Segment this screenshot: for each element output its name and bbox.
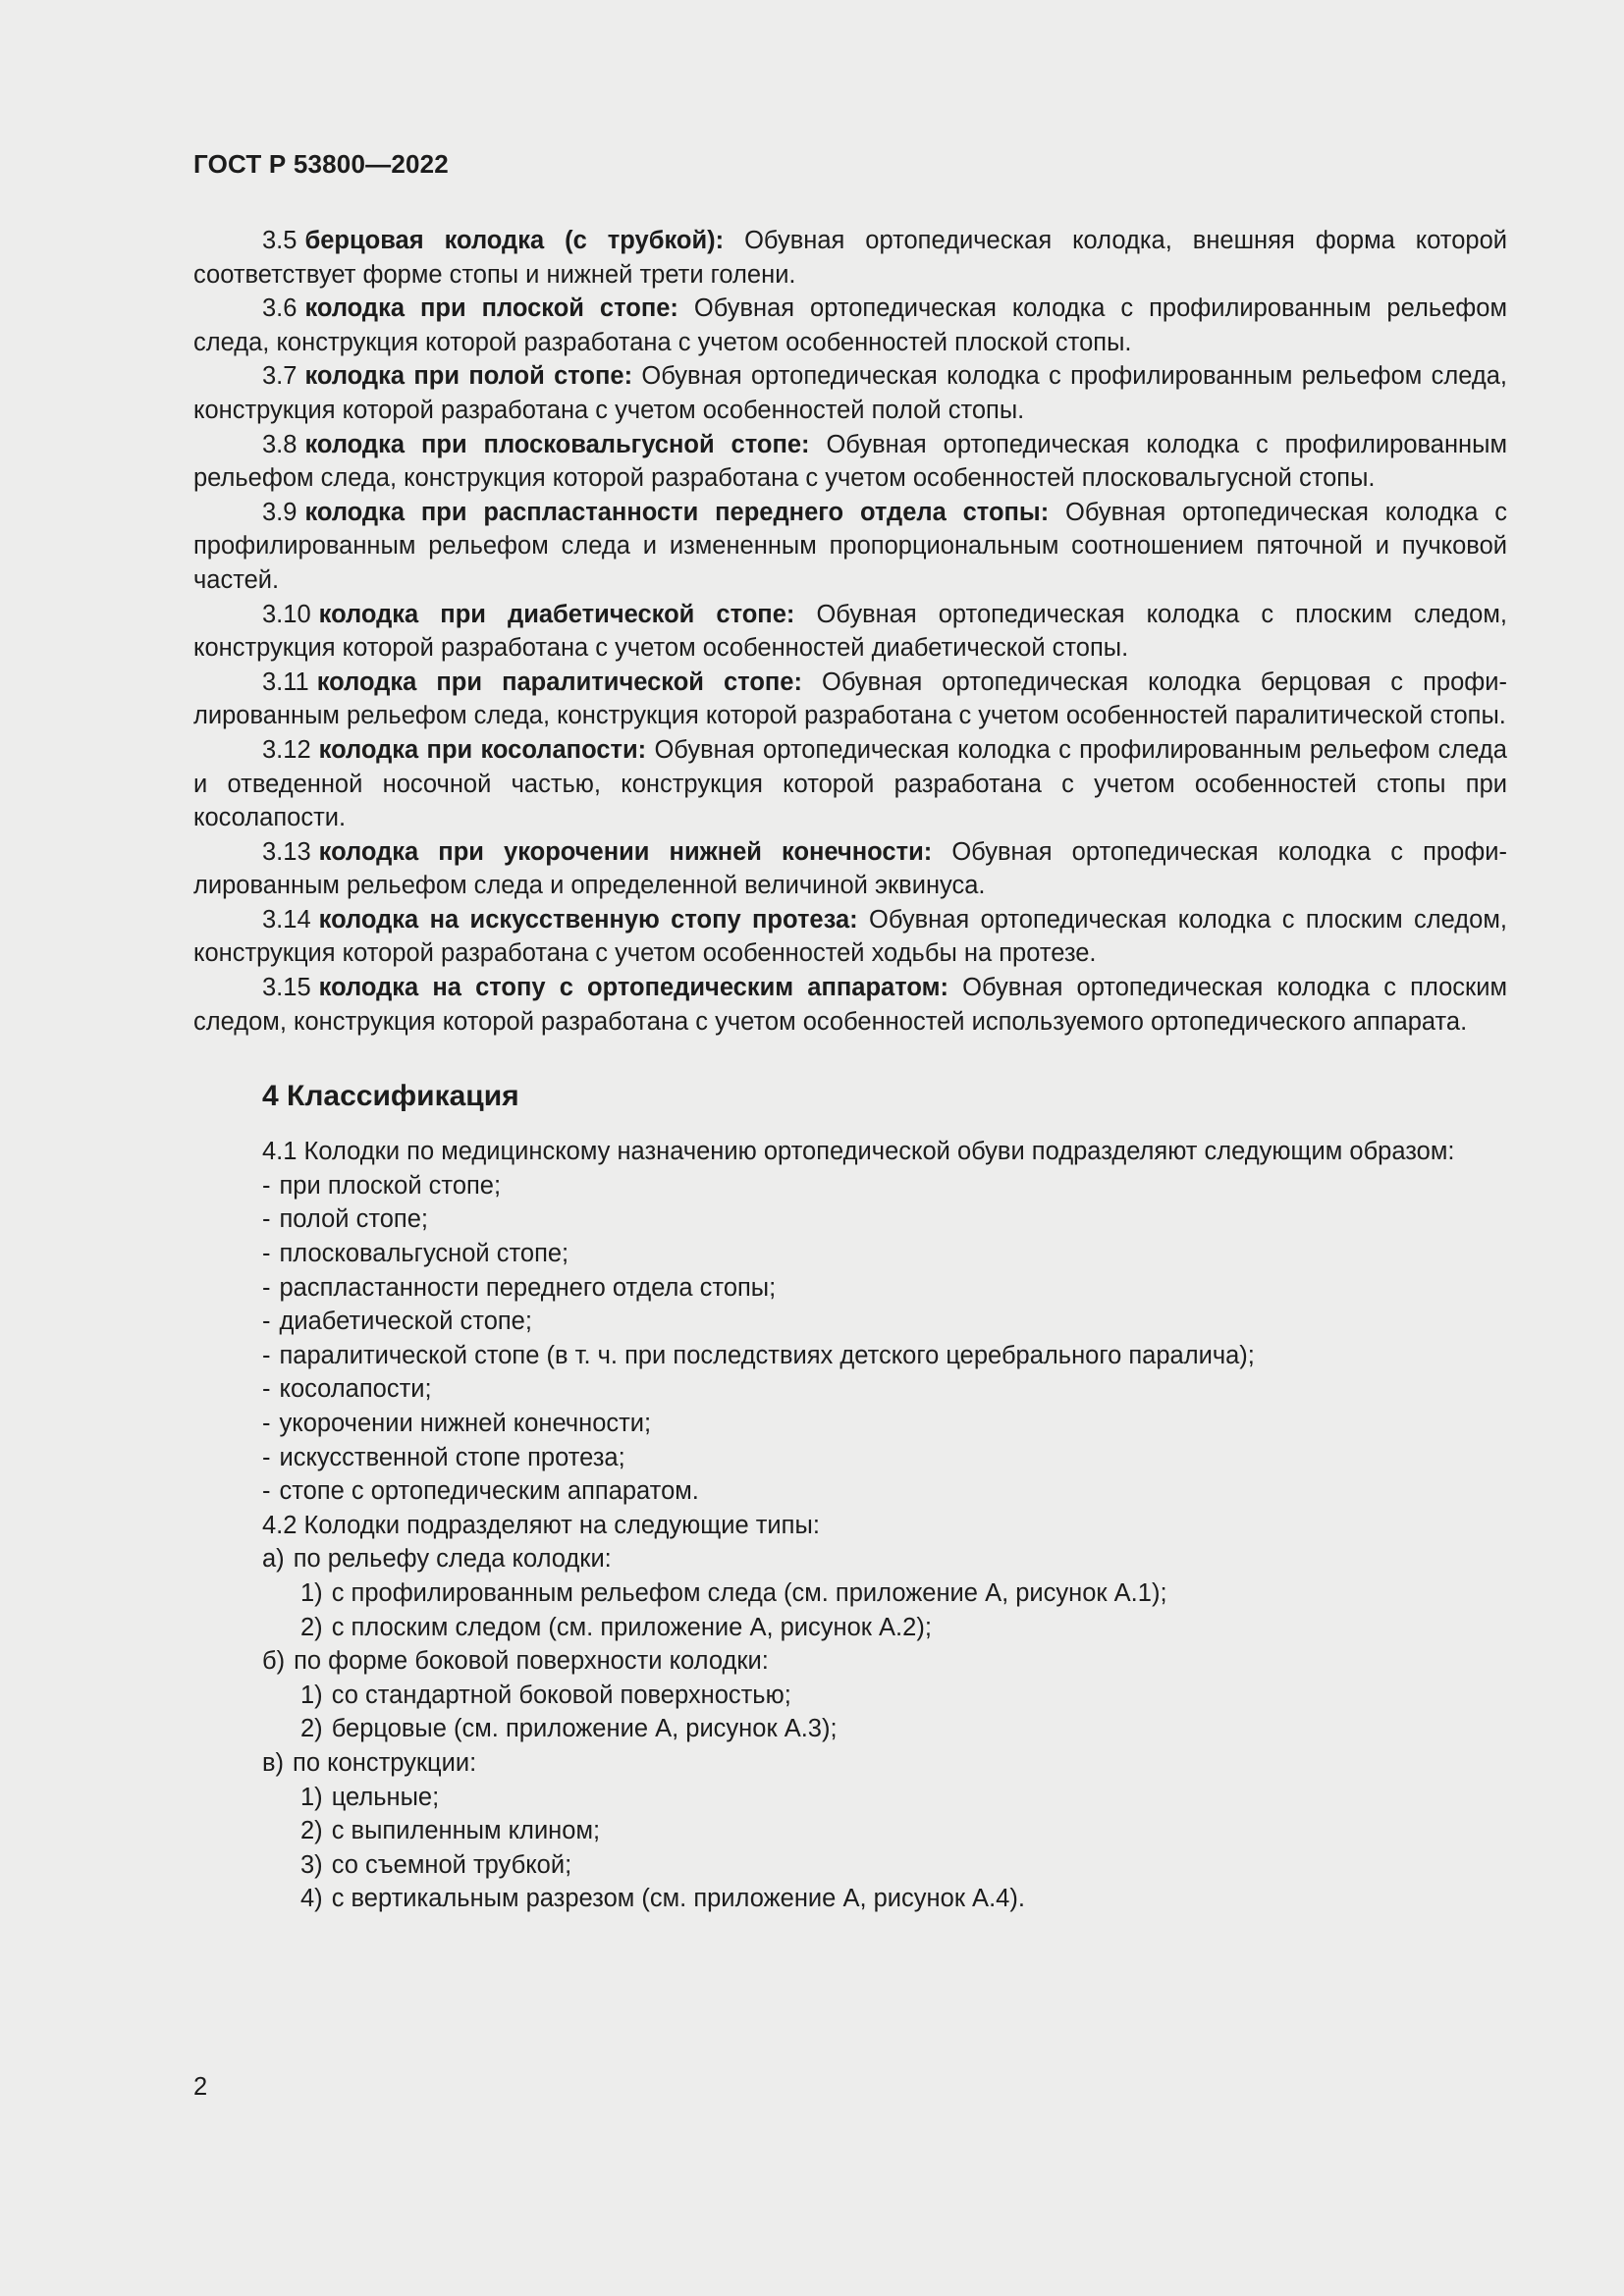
list-item-text: при плоской стопе; <box>279 1171 502 1200</box>
type-group-b <box>193 1644 1507 1746</box>
definition-number: 3.10 <box>262 600 311 628</box>
definition-3-7 <box>193 359 1507 427</box>
dash-marker: - <box>262 1205 271 1234</box>
definition-3-10 <box>193 598 1507 666</box>
definition-text: Обувная ортопедическая колодка с профилированным рельефом следа, конструкция которой разработана с учетом особенностей плоской стопы. <box>193 294 1507 356</box>
list-item-text: искусственной стопе протеза; <box>279 1443 625 1471</box>
list-item-text: с выпиленным клином; <box>331 1817 601 1845</box>
definition-text: Обувная ортопедическая колодка с плоским следом, конструкция которой разработана с учетом особенностей используемого ортопедического аппарата. <box>193 974 1507 1036</box>
type-group-v <box>193 1746 1507 1916</box>
list-item-text: полой стопе; <box>279 1205 429 1234</box>
list-item <box>193 1271 1507 1306</box>
list-item <box>193 1169 1507 1203</box>
definition-number: 3.12 <box>262 735 311 764</box>
list-item-text: берцовые (см. приложение А, рисунок А.3); <box>331 1715 838 1743</box>
definition-number: 3.8 <box>262 430 298 458</box>
group-marker: в) <box>262 1748 285 1777</box>
definition-3-13 <box>193 835 1507 903</box>
list-item <box>193 1679 1507 1713</box>
page-number: 2 <box>193 2073 208 2101</box>
group-heading <box>193 1644 1507 1679</box>
list-item-text: с плоским следом (см. приложение А, рисунок А.2); <box>331 1613 932 1641</box>
list-item <box>193 1407 1507 1441</box>
definition-term: колодка при паралитической стопе: <box>316 667 802 696</box>
definition-term: колодка на стопу с ортопедическим аппаратом: <box>318 974 948 1002</box>
definition-term: колодка при укорочении нижней конечности: <box>318 837 933 866</box>
definition-number: 3.11 <box>262 667 309 696</box>
dash-marker: - <box>262 1477 271 1506</box>
list-item-text: распластанности переднего отдела стопы; <box>279 1273 777 1302</box>
definition-3-14 <box>193 903 1507 971</box>
list-item <box>193 1576 1507 1611</box>
list-item <box>193 1848 1507 1883</box>
definition-number: 3.15 <box>262 974 311 1002</box>
definition-text: Обувная ортопедическая колодка с профилированным рельефом следа и отведенной носочной частью, конструкция которой разработана с учетом особенностей стопы при косолапости. <box>193 735 1507 832</box>
list-4-1 <box>193 1169 1507 1509</box>
list-item <box>193 1882 1507 1916</box>
definition-text: Обувная ортопедическая колодка, внешняя форма которой соответствует форме стопы и нижней трети голени. <box>193 227 1507 289</box>
item-number: 2) <box>300 1613 323 1641</box>
list-item-text: укорочении нижней конечности; <box>279 1410 652 1437</box>
item-number: 2) <box>300 1715 323 1743</box>
list-item <box>193 1237 1507 1271</box>
document-header: ГОСТ Р 53800—2022 <box>193 149 449 179</box>
definition-text: Обувная ортопедическая колодка с плоским следом, конструкция которой разработана с учетом особенностей диабетической стопы. <box>193 600 1507 663</box>
list-item-text: с профилированным рельефом следа (см. приложение А, рисунок А.1); <box>331 1578 1167 1607</box>
list-item <box>193 1712 1507 1746</box>
item-number: 3) <box>300 1850 323 1879</box>
list-item <box>193 1474 1507 1509</box>
definition-text: Обувная ортопедическая колодка с профилированным рельефом следа и определенной величиной эквинуса. <box>193 837 1507 900</box>
group-label: по рельефу следа колодки: <box>293 1545 612 1574</box>
group-label: по форме боковой поверхности колодки: <box>294 1647 769 1676</box>
definition-3-12 <box>193 733 1507 835</box>
definition-3-8 <box>193 428 1507 496</box>
list-item <box>193 1611 1507 1645</box>
definition-number: 3.7 <box>262 362 298 391</box>
dash-marker: - <box>262 1171 271 1200</box>
definition-number: 3.13 <box>262 837 311 866</box>
type-group-a <box>193 1542 1507 1644</box>
definition-term: колодка при плосковальгусной стопе: <box>304 430 810 458</box>
group-heading <box>193 1542 1507 1576</box>
definition-text: Обувная ортопедическая колодка с профилированным рельефом следа и измененным пропорциональным соотношением пяточной и пучковой частей. <box>193 498 1507 594</box>
definition-term: колодка при плоской стопе: <box>304 294 678 323</box>
paragraph-4-1: 4.1 Колодки по медицинскому назначению ортопедической обуви подразделяют следующим образом: <box>262 1138 1455 1166</box>
definition-term: колодка при косолапости: <box>318 735 647 764</box>
definition-term: берцовая колодка (с трубкой): <box>304 227 725 254</box>
definition-number: 3.9 <box>262 498 298 526</box>
list-item-text: диабетической стопе; <box>279 1308 532 1336</box>
section-title: 4 Классификация <box>262 1080 519 1113</box>
definition-number: 3.6 <box>262 294 298 323</box>
list-item <box>193 1339 1507 1373</box>
list-item <box>193 1202 1507 1237</box>
list-item <box>193 1441 1507 1475</box>
dash-marker: - <box>262 1240 271 1268</box>
definition-3-11 <box>193 666 1507 733</box>
definition-term: колодка при диабетической стопе: <box>318 600 795 628</box>
definition-3-9 <box>193 496 1507 598</box>
list-item-text: косолапости; <box>279 1375 432 1404</box>
definition-text: Обувная ортопедическая колодка с плоским следом, конструкция которой разработана с учетом особенностей ходьбы на протезе. <box>193 905 1507 968</box>
definition-3-5 <box>193 224 1507 292</box>
definition-number: 3.14 <box>262 905 311 934</box>
group-marker: б) <box>262 1647 286 1676</box>
dash-marker: - <box>262 1273 271 1302</box>
list-item-text: с вертикальным разрезом (см. приложение А, рисунок А.4). <box>331 1885 1025 1913</box>
item-number: 1) <box>300 1681 323 1709</box>
definition-3-15 <box>193 971 1507 1039</box>
list-item <box>193 1814 1507 1848</box>
dash-marker: - <box>262 1410 271 1437</box>
group-heading <box>193 1746 1507 1781</box>
item-number: 1) <box>300 1578 323 1607</box>
group-label: по конструкции: <box>293 1748 477 1777</box>
list-item-text: цельные; <box>331 1783 440 1811</box>
list-item <box>193 1372 1507 1407</box>
definition-term: колодка при полой стопе: <box>304 362 633 391</box>
definition-number: 3.5 <box>262 227 298 254</box>
paragraph-4-2: 4.2 Колодки подразделяют на следующие типы: <box>262 1511 820 1539</box>
group-marker: а) <box>262 1545 285 1574</box>
list-item-text: стопе с ортопедическим аппаратом. <box>279 1477 699 1506</box>
list-item-text: со стандартной боковой поверхностью; <box>331 1681 791 1709</box>
dash-marker: - <box>262 1443 271 1471</box>
item-number: 4) <box>300 1885 323 1913</box>
definition-text: Обувная ортопедическая колодка с профилированным рельефом следа, конструкция которой разработана с учетом особенностей плосковальгусной стопы. <box>193 430 1507 493</box>
dash-marker: - <box>262 1341 271 1369</box>
definition-text: Обувная ортопедическая колодка с профилированным рельефом следа, конструкция которой разработана с учетом особенностей полой стопы. <box>193 362 1507 424</box>
dash-marker: - <box>262 1375 271 1404</box>
definition-text: Обувная ортопедическая колодка берцовая с профилированным рельефом следа, конструкция которой разработана с учетом особенностей паралитической стопы. <box>193 667 1507 730</box>
list-item-text: паралитической стопе (в т. ч. при последствиях детского церебрального паралича); <box>279 1341 1255 1369</box>
list-item-text: плосковальгусной стопе; <box>279 1240 569 1268</box>
definition-3-6 <box>193 292 1507 359</box>
dash-marker: - <box>262 1308 271 1336</box>
definition-term: колодка при распластанности переднего отдела стопы: <box>304 498 1050 526</box>
item-number: 1) <box>300 1783 323 1811</box>
definition-term: колодка на искусственную стопу протеза: <box>318 905 858 934</box>
list-item <box>193 1305 1507 1339</box>
list-item-text: со съемной трубкой; <box>331 1850 572 1879</box>
document-body <box>193 224 1507 1916</box>
list-item <box>193 1781 1507 1815</box>
item-number: 2) <box>300 1817 323 1845</box>
